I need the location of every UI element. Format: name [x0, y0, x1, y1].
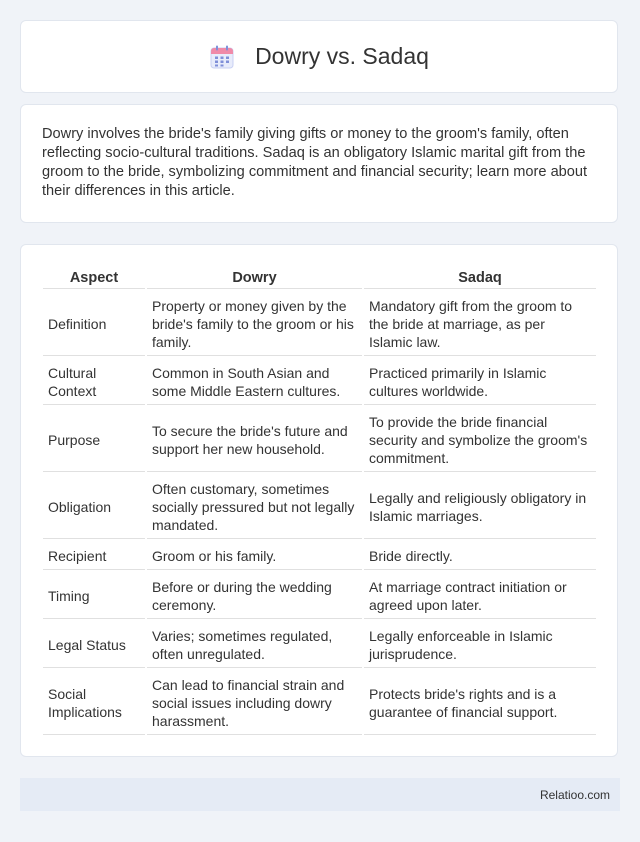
sadaq-cell: Practiced primarily in Islamic cultures worldwide.	[364, 358, 596, 405]
sadaq-cell: To provide the bride financial security and symbolize the groom's commitment.	[364, 407, 596, 472]
table-row	[43, 621, 596, 668]
table-row	[43, 541, 596, 570]
header-aspect: Aspect	[43, 267, 145, 289]
aspect-cell: Timing	[43, 572, 145, 619]
table-row	[43, 572, 596, 619]
header-dowry: Dowry	[147, 267, 362, 289]
dowry-cell: Common in South Asian and some Middle Eastern cultures.	[147, 358, 362, 405]
footer-brand: Relatioo.com	[539, 787, 610, 802]
aspect-cell: Cultural Context	[43, 358, 145, 405]
dowry-cell: Can lead to financial strain and social issues including dowry harassment.	[147, 670, 362, 735]
dowry-cell: Often customary, sometimes socially pressured but not legally mandated.	[147, 474, 362, 539]
sadaq-cell: Protects bride's rights and is a guarantee of financial support.	[364, 670, 596, 735]
table-row	[43, 407, 596, 472]
aspect-cell: Social Implications	[43, 670, 145, 735]
intro-text: Dowry involves the bride's family giving gifts or money to the groom's family, often reflecting socio-cultural traditions. Sadaq is an obligatory Islamic marital gift from the groom to the bride, symbolizing commitment and financial security; learn more about their differences in this article.	[42, 126, 588, 199]
calendar-icon	[209, 44, 235, 70]
table-row	[43, 474, 596, 539]
sadaq-cell: Legally and religiously obligatory in Islamic marriages.	[364, 474, 596, 539]
aspect-cell: Definition	[43, 291, 145, 356]
page-title: Dowry vs. Sadaq	[255, 43, 429, 69]
title-card	[20, 20, 618, 93]
sadaq-cell: Legally enforceable in Islamic jurisprudence.	[364, 621, 596, 668]
dowry-cell: Groom or his family.	[147, 541, 362, 570]
table-header-row	[43, 267, 596, 289]
table-row	[43, 358, 596, 405]
dowry-cell: Property or money given by the bride's family to the groom or his family.	[147, 291, 362, 356]
comparison-table	[41, 265, 598, 737]
intro-card	[20, 104, 618, 223]
table-row	[43, 291, 596, 356]
dowry-cell: Varies; sometimes regulated, often unregulated.	[147, 621, 362, 668]
aspect-cell: Legal Status	[43, 621, 145, 668]
aspect-cell: Obligation	[43, 474, 145, 539]
table-row	[43, 670, 596, 735]
aspect-cell: Recipient	[43, 541, 145, 570]
aspect-cell: Purpose	[43, 407, 145, 472]
sadaq-cell: At marriage contract initiation or agreed upon later.	[364, 572, 596, 619]
header-sadaq: Sadaq	[364, 267, 596, 289]
dowry-cell: Before or during the wedding ceremony.	[147, 572, 362, 619]
dowry-cell: To secure the bride's future and support her new household.	[147, 407, 362, 472]
footer	[20, 778, 620, 811]
sadaq-cell: Bride directly.	[364, 541, 596, 570]
sadaq-cell: Mandatory gift from the groom to the bride at marriage, as per Islamic law.	[364, 291, 596, 356]
comparison-card	[20, 244, 618, 757]
